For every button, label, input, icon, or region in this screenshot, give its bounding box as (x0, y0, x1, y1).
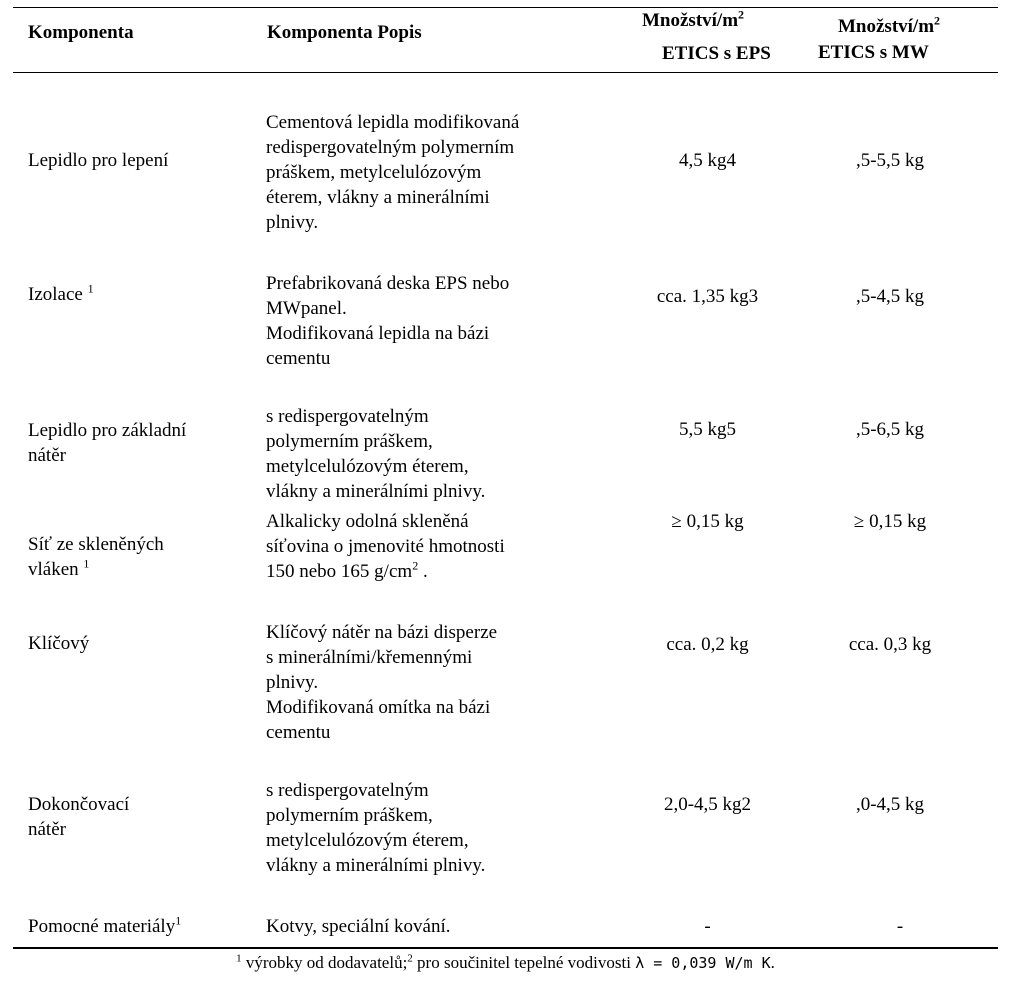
row-7-component: Pomocné materiály$^1$ (28, 913, 182, 937)
table-header-rule (13, 72, 998, 73)
row-4-description: Alkalicky odolná skleněná síťovina o jmenovité hmotnosti 150 nebo 165 $g/cm^2$ . (266, 511, 505, 582)
row-6-description: s redispergovatelným polymerním práškem, metylcelulózovým éterem, vlákny a minerálními plnivy. (266, 780, 486, 876)
row-7-eps: - (704, 916, 711, 937)
table-footnote: $^1$ výrobky od dodavatelů;$^2$ pro součinitel tepelné vodivosti λ = 0,039 W/m K. (236, 952, 775, 972)
row-1-component: Lepidlo pro lepení (28, 150, 169, 171)
row-6-eps: 2,0-4,5 kg2 (663, 794, 752, 815)
row-2-mw: ,5-4,5 kg (855, 286, 925, 307)
row-7-description: Kotvy, speciální kování. (266, 916, 451, 937)
row-3-mw: ,5-6,5 kg (855, 419, 925, 440)
row-3-eps: 5,5 kg5 (679, 419, 736, 440)
row-4-mw: ≥ 0,15 kg (853, 511, 927, 532)
header-mw-line2: ETICS s MW (818, 42, 929, 63)
row-4-eps: ≥ 0,15 kg (671, 511, 744, 532)
header-komponenta-popis: Komponenta Popis (267, 22, 422, 43)
row-6-component: Dokončovací nátěr (28, 794, 130, 840)
header-eps-line1: Množství/$m^2$ (642, 7, 745, 31)
row-5-component: Klíčový (28, 633, 90, 654)
header-komponenta: Komponenta (28, 22, 134, 43)
table-top-rule (13, 7, 998, 8)
row-1-eps: 4,5 kg4 (679, 150, 736, 171)
row-1-description: Cementová lepidla modifikovaná redispergovatelným polymerním práškem, metylcelulózovým éterem, vlákny a minerálními plnivy. (266, 112, 520, 233)
row-2-description: Prefabrikovaná deska EPS nebo MWpanel. Modifikovaná lepidla na bázi cementu (266, 273, 510, 369)
row-2-component: Izolace $^1$ (28, 281, 94, 305)
row-5-eps: cca. 0,2 kg (666, 634, 749, 655)
row-1-mw: ,5-5,5 kg (855, 150, 925, 171)
table-bottom-rule (13, 947, 998, 949)
row-4-component: Síť ze skleněných vláken $^1$ (28, 534, 164, 580)
row-5-mw: cca. 0,3 kg (848, 634, 932, 655)
row-7-mw: - (896, 916, 904, 937)
row-5-description: Klíčový nátěr na bázi disperze s minerálními/křemennými plnivy. Modifikovaná omítka na bázi cementu (266, 622, 498, 743)
header-eps-line2: ETICS s EPS (662, 43, 771, 64)
row-6-mw: ,0-4,5 kg (855, 794, 925, 815)
row-3-description: s redispergovatelným polymerním práškem, metylcelulózovým éterem, vlákny a minerálními plnivy. (266, 406, 486, 502)
row-2-eps: cca. 1,35 kg3 (656, 286, 759, 307)
header-mw-line1: Množství/$m^2$ (838, 13, 941, 37)
row-3-component: Lepidlo pro základní nátěr (28, 420, 187, 466)
